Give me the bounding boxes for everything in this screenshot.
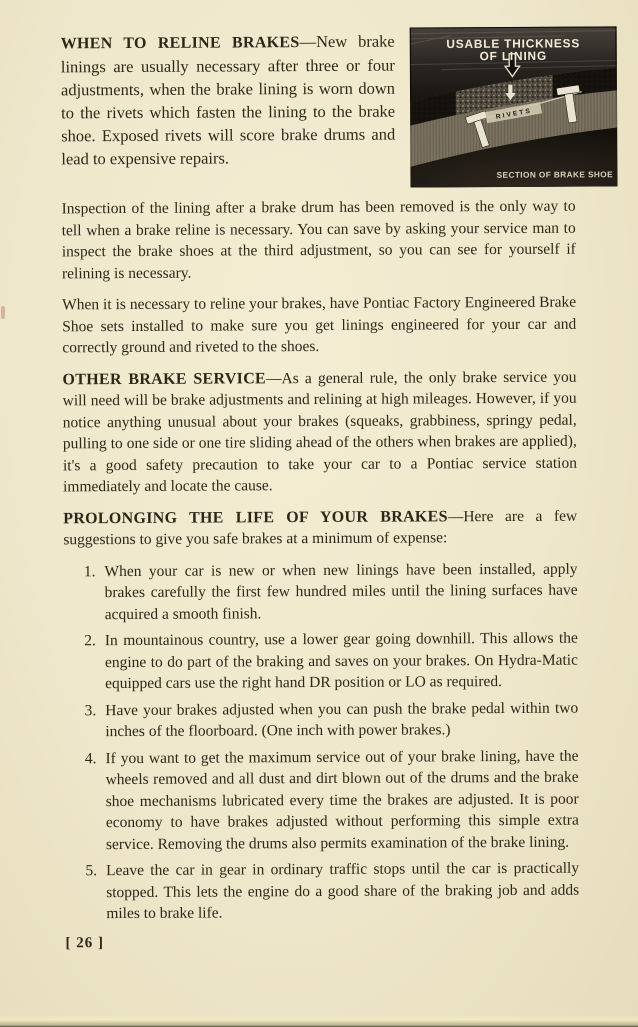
paragraph-when-to-reline <box>61 30 396 171</box>
tip-item-2 <box>76 628 578 695</box>
paragraph-reline-sets: When it is necessary to reline your brakes, have Pontiac Factory Engineered Brake Shoe sets installed to make sure you get linings engineered for your car and correctly ground and riveted to the shoes. <box>62 293 577 357</box>
tip-text: Have your brakes adjusted when you can push the brake pedal within two inches of the floorboard. (One inch with power brakes.) <box>105 699 579 741</box>
intro-row <box>60 29 614 190</box>
section-heading-other-brake-service: OTHER BRAKE SERVICE <box>62 369 267 388</box>
section-heading-when-to-reline: WHEN TO RELINE BRAKES <box>60 34 300 53</box>
tip-number: 3. <box>84 701 97 719</box>
page-number: [ 26 ] <box>65 934 104 951</box>
section-text-when-to-reline: —New brake linings are usually necessary after three or four adjustments, when the brake lining is worn down to the rivets which fasten the lining to the brake shoe. Exposed rivets will score brake drums and lead to expensive repairs. <box>60 31 396 169</box>
scan-bottom-edge <box>0 1015 638 1027</box>
scan-left-edge-mark <box>1 306 5 319</box>
paragraph-prolonging <box>63 505 577 551</box>
tip-item-1 <box>75 558 577 625</box>
section-heading-prolonging: PROLONGING THE LIFE OF YOUR BRAKES <box>63 507 448 527</box>
tip-number: 5. <box>85 862 98 880</box>
figure-caption: SECTION OF BRAKE SHOE <box>496 170 614 180</box>
tips-list <box>63 558 579 925</box>
section-text-prolonging: —Here are a few suggestions to give you safe brakes at a minimum of expense: <box>63 507 578 549</box>
tip-text: Leave the car in gear in ordinary traffic stops until the car is practically stopped. This lets the engine do a good share of the braking job and adds miles to brake life. <box>106 859 580 923</box>
tip-text: If you want to get the maximum service out of your brake lining, have the wheels removed and all dust and dirt blown out of the drums and the brake shoe mechanisms lubricated every time the brakes are adjusted. It is poor economy to have brakes adjusted without performing this simple extra service. Removing the drums also permits examination of the brake lining. <box>105 747 579 853</box>
brake-shoe-illustration <box>410 26 618 187</box>
tip-number: 2. <box>84 632 96 650</box>
tip-number: 1. <box>83 562 96 580</box>
rivets-label: RIVETS <box>495 107 533 121</box>
figure-title-line2: OF LINING <box>479 48 548 64</box>
brake-shoe-figure-svg <box>410 26 618 187</box>
tip-item-3 <box>76 697 578 743</box>
paragraph-inspection: Inspection of the lining after a brake drum has been removed is the only way to tell when a brake reline is necessary. You can save by asking your service man to inspect the brake shoes at the third adjustment, so you can see for yourself if relining is necessary. <box>61 197 576 282</box>
tip-item-5 <box>77 858 579 925</box>
tip-number: 4. <box>84 749 97 767</box>
tip-item-4 <box>76 745 579 855</box>
paragraph-other-brake-service <box>62 366 577 498</box>
tip-text: In mountainous country, use a lower gear going downhill. This allows the engine to do part of the braking and saves on your brakes. On Hydra-Matic equipped cars use the right hand DR position or LO as required. <box>104 629 579 693</box>
figure-title-line1: USABLE THICKNESS <box>446 36 581 51</box>
section-text-other-brake-service: —As a general rule, the only brake service you will need will be brake adjustments and relining at high mileages. However, if you notice anything unusual about your brakes (squeaks, grabbiness, springy pedal, pulling to one side or one tire sliding ahead of the others when brakes are applied), it's a good safety precaution to take your car to a Pontiac service station immediately and locate the cause. <box>62 368 577 496</box>
tip-text: When your car is new or when new linings have been installed, apply brakes carefully the first few hundred miles until the lining surfaces have acquired a smooth finish. <box>104 560 578 623</box>
